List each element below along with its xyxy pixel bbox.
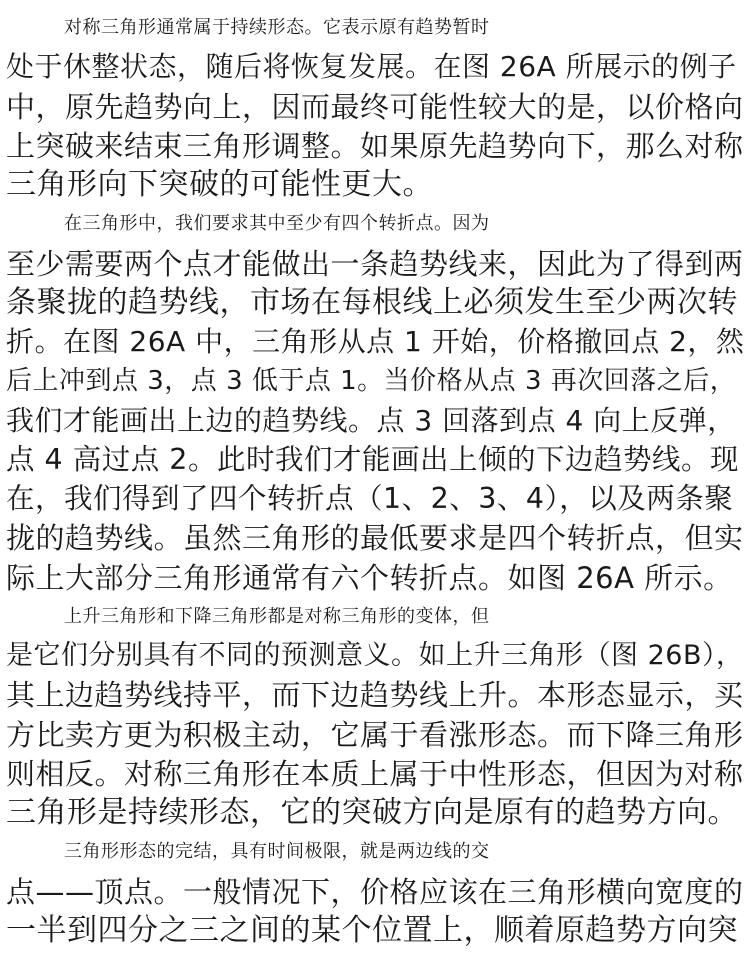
paragraph-4-line-1: 三角形形态的完结，具有时间极限，就是两边线的交 [64, 841, 490, 863]
paragraph-2-line-10: 际上大部分三角形通常有六个转折点。如图 26A 所示。 [6, 560, 733, 595]
paragraph-2-line-5: 后上冲到点 3，点 3 低于点 1。当价格从点 3 再次回落之后， [6, 366, 737, 397]
paragraph-3-line-5: 则相反。对称三角形在本质上属于中性形态，但因为对称 [6, 756, 744, 791]
paragraph-1-line-1: 对称三角形通常属于持续形态。它表示原有趋势暂时 [64, 17, 490, 38]
paragraph-2-line-2: 至少需要两个点才能做出一条趋势线来，因此为了得到两 [6, 246, 744, 281]
paragraph-2-line-9: 拢的趋势线。虽然三角形的最低要求是四个转折点，但实 [6, 521, 744, 556]
paragraph-1-line-5: 三角形向下突破的可能性更大。 [6, 167, 433, 203]
paragraph-1-line-2: 处于休整状态，随后将恢复发展。在图 26A 所展示的例子 [6, 50, 737, 84]
paragraph-1-line-3: 中，原先趋势向上，因而最终可能性较大的是，以价格向 [6, 89, 744, 124]
paragraph-2-line-6: 我们才能画出上边的趋势线。点 3 回落到点 4 向上反弹， [6, 403, 736, 437]
paragraph-2-line-1: 在三角形中，我们要求其中至少有四个转折点。因为 [64, 213, 490, 235]
paragraph-3-line-6: 三角形是持续形态，它的突破方向是原有的趋势方向。 [6, 795, 738, 831]
paragraph-3-line-2: 是它们分别具有不同的预测意义。如上升三角形（图 26B）， [6, 640, 744, 672]
paragraph-3-line-1: 上升三角形和下降三角形都是对称三角形的变体，但 [64, 605, 490, 627]
paragraph-2-line-3: 条聚拢的趋势线，市场在每根线上必须发生至少两次转 [6, 284, 738, 320]
paragraph-1-line-4: 上突破来结束三角形调整。如果原先趋势向下，那么对称 [6, 128, 744, 163]
paragraph-3-line-4: 方比卖方更为积极主动，它属于看涨形态。而下降三角形 [6, 717, 744, 752]
paragraph-2-line-8: 在，我们得到了四个转折点（1、2、3、4），以及两条聚 [6, 482, 734, 516]
paragraph-4-line-2: 点——顶点。一般情况下，价格应该在三角形横向宽度的 [6, 874, 744, 909]
paragraph-4-line-3: 一半到四分之三之间的某个位置上，顺着原趋势方向突 [6, 913, 738, 948]
paragraph-3-line-3: 其上边趋势线持平，而下边趋势线上升。本形态显示，买 [6, 678, 744, 713]
paragraph-2-line-4: 折。在图 26A 中，三角形从点 1 开始，价格撤回点 2，然 [6, 325, 745, 359]
paragraph-2-line-7: 点 4 高过点 2。此时我们才能画出上倾的下边趋势线。现 [6, 442, 739, 476]
